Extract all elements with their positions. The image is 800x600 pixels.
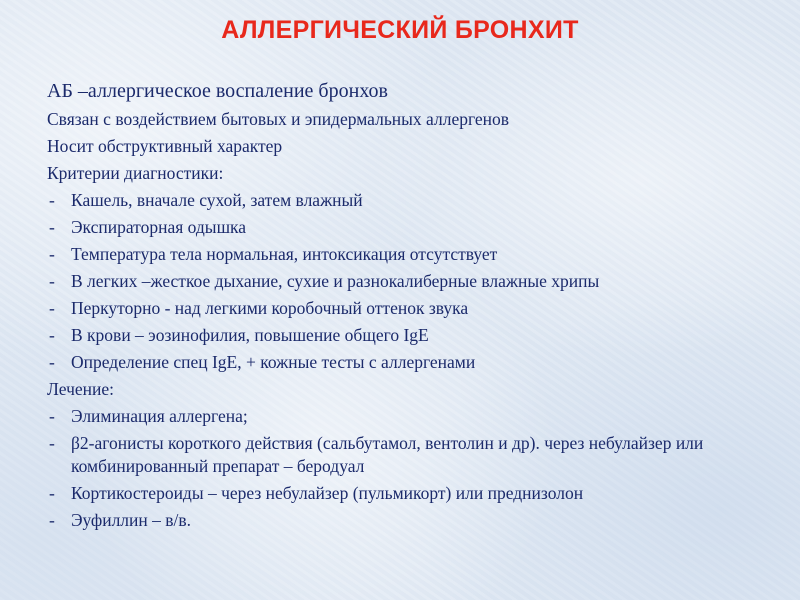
bullet-dash: - bbox=[49, 244, 55, 264]
treatment-item bbox=[47, 430, 777, 480]
bullet-dash: - bbox=[49, 271, 55, 291]
criteria-heading: Критерии диагностики: bbox=[47, 163, 224, 183]
bullet-dash: - bbox=[49, 483, 55, 503]
treatment-item bbox=[47, 507, 777, 534]
bullet-dash: - bbox=[49, 190, 55, 210]
slide-content bbox=[47, 76, 777, 534]
treatment-item bbox=[47, 480, 777, 507]
slide-title: АЛЛЕРГИЧЕСКИЙ БРОНХИТ bbox=[221, 16, 579, 44]
criteria-item-text: Перкуторно - над легкими коробочный оттенок звука bbox=[71, 298, 469, 318]
bullet-dash: - bbox=[49, 217, 55, 237]
text-line-obstructive: Носит обструктивный характер bbox=[47, 136, 283, 156]
criteria-item-text: Температура тела нормальная, интоксикация отсутствует bbox=[71, 244, 498, 264]
criteria-item bbox=[47, 322, 777, 349]
treatment-item-text: β2-агонисты короткого действия (сальбутамол, вентолин и др). через небулайзер или комбинированный препарат – беродуал bbox=[71, 433, 704, 476]
treatment-item-text: Эуфиллин – в/в. bbox=[71, 510, 192, 530]
criteria-item bbox=[47, 241, 777, 268]
bullet-dash: - bbox=[49, 352, 55, 372]
criteria-item bbox=[47, 349, 777, 376]
criteria-item-text: Экспираторная одышка bbox=[71, 217, 247, 237]
criteria-item bbox=[47, 268, 777, 295]
text-line-allergens: Связан с воздействием бытовых и эпидермальных аллергенов bbox=[47, 109, 510, 129]
intro-line: АБ –аллергическое воспаление бронхов bbox=[47, 80, 388, 102]
criteria-item bbox=[47, 187, 777, 214]
bullet-dash: - bbox=[49, 325, 55, 345]
treatment-item bbox=[47, 403, 777, 430]
criteria-item-text: В крови – эозинофилия, повышение общего IgE bbox=[71, 325, 429, 345]
bullet-dash: - bbox=[49, 433, 55, 453]
treatment-item-text: Кортикостероиды – через небулайзер (пульмикорт) или преднизолон bbox=[71, 483, 584, 503]
criteria-item-text: В легких –жесткое дыхание, сухие и разнокалиберные влажные хрипы bbox=[71, 271, 600, 291]
treatment-heading: Лечение: bbox=[47, 379, 115, 399]
bullet-dash: - bbox=[49, 298, 55, 318]
bullet-dash: - bbox=[49, 406, 55, 426]
criteria-item-text: Определение спец IgE, + кожные тесты с аллергенами bbox=[71, 352, 476, 372]
criteria-item-text: Кашель, вначале сухой, затем влажный bbox=[71, 190, 363, 210]
bullet-dash: - bbox=[49, 510, 55, 530]
treatment-item-text: Элиминация аллергена; bbox=[71, 406, 248, 426]
criteria-item bbox=[47, 295, 777, 322]
criteria-item bbox=[47, 214, 777, 241]
